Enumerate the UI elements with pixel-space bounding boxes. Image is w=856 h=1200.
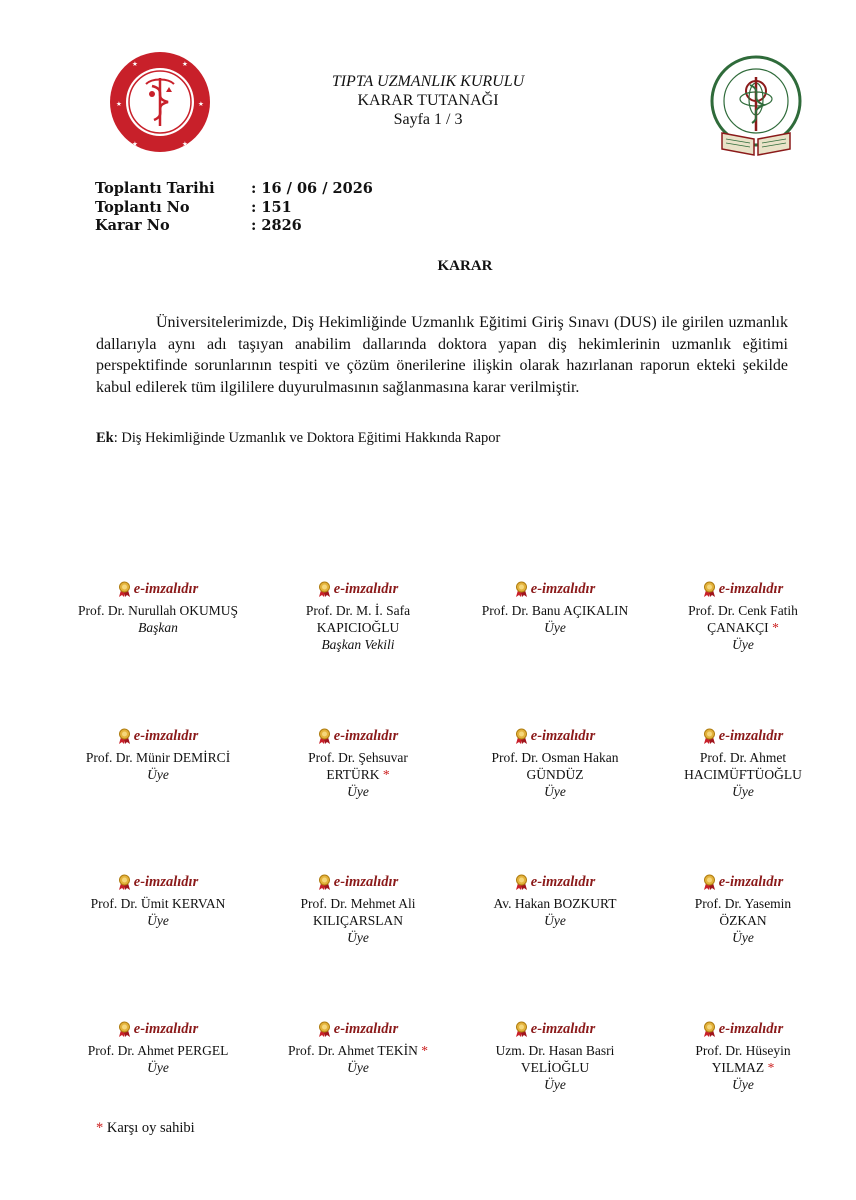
meta-row-date: [95, 180, 373, 199]
signature-block: [648, 727, 838, 800]
signatory-name-line1: Prof. Dr. Nurullah OKUMUŞ: [77, 603, 239, 618]
signatory-role: Üye: [732, 784, 754, 799]
objection-star-icon: *: [421, 1043, 428, 1058]
signatory-role: Üye: [544, 913, 566, 928]
signatory-name-cont: [648, 619, 838, 636]
esign-label: e-imzalıdır: [530, 580, 596, 597]
signatory-name-line1: Prof. Dr. Ahmet TEKİN: [288, 1043, 418, 1058]
esign-badge: [63, 1020, 253, 1038]
signatory-role: Başkan Vekili: [321, 637, 395, 652]
esign-label: e-imzalıdır: [530, 1020, 596, 1037]
esign-label: e-imzalıdır: [530, 727, 596, 744]
esign-badge: [648, 580, 838, 598]
meeting-meta: [95, 180, 373, 236]
signatory-role: Üye: [147, 1060, 169, 1075]
svg-text:★: ★: [116, 100, 122, 108]
signature-block: [460, 1020, 650, 1093]
esign-medal-icon: [118, 728, 131, 745]
signature-block: [63, 580, 253, 636]
esign-label: e-imzalıdır: [133, 873, 199, 890]
signatory-name-cont: [648, 1059, 838, 1076]
objection-note: [96, 1120, 195, 1137]
signatory-name-line1: Prof. Dr. Şehsuvar: [308, 750, 408, 765]
signatory-role: Üye: [544, 620, 566, 635]
signatory-name: [263, 749, 453, 766]
esign-badge: [63, 580, 253, 598]
svg-text:★: ★: [182, 140, 188, 148]
signatory-name-line2: YILMAZ: [711, 1060, 765, 1075]
meta-value: : 151: [251, 198, 292, 216]
signatory-name-line1: Prof. Dr. Yasemin: [694, 896, 792, 911]
svg-text:★: ★: [132, 60, 138, 68]
signatory-name-line1: Av. Hakan BOZKURT: [493, 896, 617, 911]
esign-badge: [648, 873, 838, 891]
esign-medal-icon: [515, 581, 528, 598]
signature-block: [648, 1020, 838, 1093]
objection-star-icon: *: [96, 1120, 104, 1136]
signatory-name: [63, 602, 253, 619]
signatory-name: [648, 749, 838, 766]
esign-medal-icon: [318, 728, 331, 745]
signatory-name: [263, 602, 453, 619]
signatory-name-line1: Uzm. Dr. Hasan Basri: [495, 1043, 615, 1058]
signatory-name-cont: [648, 766, 838, 783]
objection-star-icon: *: [767, 1060, 775, 1075]
esign-badge: [460, 873, 650, 891]
esign-label: e-imzalıdır: [133, 580, 199, 597]
esign-medal-icon: [318, 874, 331, 891]
attachment-label: Ek: [96, 430, 114, 446]
esign-medal-icon: [318, 581, 331, 598]
signatory-name-cont: [263, 619, 453, 636]
signatory-name-line1: Prof. Dr. Ahmet PERGEL: [87, 1043, 229, 1058]
svg-text:★: ★: [132, 140, 138, 148]
signatory-name-line1: Prof. Dr. Ümit KERVAN: [90, 896, 226, 911]
signatory-role: Başkan: [138, 620, 178, 635]
signatory-name: [648, 1042, 838, 1059]
meta-label: Toplantı Tarihi: [95, 180, 215, 197]
esign-badge: [460, 1020, 650, 1038]
signature-block: [63, 727, 253, 783]
signatory-name-line1: Prof. Dr. Cenk Fatih: [688, 603, 798, 618]
esign-medal-icon: [318, 1021, 331, 1038]
esign-badge: [648, 727, 838, 745]
signature-block: [263, 580, 453, 653]
signatory-name: [63, 1042, 253, 1059]
signatory-name-line2: HACIMÜFTÜOĞLU: [684, 767, 802, 782]
signature-block: [263, 727, 453, 800]
esign-label: e-imzalıdır: [333, 727, 399, 744]
signatory-name-cont: [263, 912, 453, 929]
signatory-name-line2: KILIÇARSLAN: [313, 913, 403, 928]
signatory-name: [263, 1042, 453, 1059]
esign-medal-icon: [703, 1021, 716, 1038]
signature-block: [648, 873, 838, 946]
signatory-name: [460, 1042, 650, 1059]
signatory-name: [63, 749, 253, 766]
esign-medal-icon: [515, 1021, 528, 1038]
meta-row-meeting-no: [95, 199, 373, 218]
signatory-role: Üye: [732, 1077, 754, 1092]
esign-label: e-imzalıdır: [718, 873, 784, 890]
esign-badge: [263, 1020, 453, 1038]
signatory-name-cont: [263, 766, 453, 783]
esign-medal-icon: [118, 874, 131, 891]
esign-badge: [63, 727, 253, 745]
svg-text:★: ★: [182, 60, 188, 68]
signatory-role: Üye: [147, 913, 169, 928]
esign-badge: [460, 727, 650, 745]
signatory-role: Üye: [544, 1077, 566, 1092]
signatory-name-line2: GÜNDÜZ: [526, 767, 584, 782]
signatory-name-line2: KAPICIOĞLU: [316, 620, 400, 635]
esign-badge: [263, 580, 453, 598]
signature-block: [460, 873, 650, 929]
section-title: KARAR: [437, 258, 493, 274]
signatory-role: Üye: [732, 930, 754, 945]
signatory-role: Üye: [347, 930, 369, 945]
meta-value: : 2826: [251, 217, 302, 234]
signature-block: [648, 580, 838, 653]
esign-label: e-imzalıdır: [133, 1020, 199, 1037]
esign-badge: [263, 873, 453, 891]
signature-block: [63, 873, 253, 929]
signatory-name-line1: Prof. Dr. Mehmet Ali: [300, 896, 416, 911]
signatory-role: Üye: [147, 767, 169, 782]
esign-medal-icon: [703, 728, 716, 745]
svg-text:★: ★: [198, 100, 204, 108]
signatory-name-line2: ERTÜRK: [326, 767, 380, 782]
signatory-name-line1: Prof. Dr. Ahmet: [699, 750, 787, 765]
esign-label: e-imzalıdır: [718, 580, 784, 597]
esign-label: e-imzalıdır: [333, 873, 399, 890]
esign-label: e-imzalıdır: [718, 727, 784, 744]
signatory-name-line1: Prof. Dr. Osman Hakan: [491, 750, 619, 765]
signature-block: [263, 1020, 453, 1076]
signatory-name-cont: [460, 766, 650, 783]
signatory-name: [63, 895, 253, 912]
signature-block: [63, 1020, 253, 1076]
objection-note-text: Karşı oy sahibi: [106, 1120, 195, 1136]
signatory-name: [460, 749, 650, 766]
signatory-name-line1: Prof. Dr. Hüseyin: [695, 1043, 791, 1058]
esign-medal-icon: [118, 581, 131, 598]
objection-star-icon: *: [772, 620, 779, 635]
objection-star-icon: *: [382, 767, 390, 782]
decision-text: Üniversitelerimizde, Diş Hekimliğinde Uzmanlık Eğitimi Giriş Sınavı (DUS) ile girilen uzmanlık dallarıyla aynı adı taşıyan anabilim dallarında doktora yapan diş hekimlerinin uzmanlık eğitimi perspektifinde sorunlarının tespiti ve çözüm önerilerine ilişkin olarak hazırlanan raporun ekteki şekilde kabul edilerek tüm ilgililere duyurulmasının sağlanmasına karar verilmiştir.: [96, 314, 788, 396]
esign-badge: [63, 873, 253, 891]
signatory-role: Üye: [544, 784, 566, 799]
esign-medal-icon: [515, 728, 528, 745]
signatory-role: Üye: [347, 784, 369, 799]
signatory-name-line2: VELİOĞLU: [520, 1060, 590, 1075]
esign-badge: [460, 580, 650, 598]
document-header: [0, 72, 856, 129]
meta-label: Toplantı No: [95, 198, 190, 216]
signatory-name: [648, 895, 838, 912]
signatory-name-cont: [648, 912, 838, 929]
meta-row-decision-no: [95, 217, 373, 236]
signatory-name-line1: Prof. Dr. Münir DEMİRCİ: [85, 750, 231, 765]
page-indicator: Sayfa 1 / 3: [393, 111, 463, 128]
signatory-name-line1: Prof. Dr. Banu AÇIKALIN: [481, 603, 629, 618]
esign-badge: [648, 1020, 838, 1038]
attachment-text: : Diş Hekimliğinde Uzmanlık ve Doktora Eğitimi Hakkında Rapor: [113, 430, 501, 446]
esign-label: e-imzalıdır: [333, 580, 399, 597]
signatory-name: [460, 602, 650, 619]
signatory-name-cont: [460, 1059, 650, 1076]
signatory-name: [460, 895, 650, 912]
board-title: TIPTA UZMANLIK KURULU: [331, 73, 525, 90]
signatory-name: [648, 602, 838, 619]
signatory-role: Üye: [732, 637, 754, 652]
attachment-line: [96, 430, 500, 447]
signatory-name-line2: ÖZKAN: [719, 913, 767, 928]
signature-block: [460, 580, 650, 636]
esign-label: e-imzalıdır: [718, 1020, 784, 1037]
esign-label: e-imzalıdır: [333, 1020, 399, 1037]
signature-block: [263, 873, 453, 946]
signatory-name-line1: Prof. Dr. M. İ. Safa: [305, 603, 411, 618]
meta-label: Karar No: [95, 217, 170, 234]
esign-badge: [263, 727, 453, 745]
document-type: KARAR TUTANAĞI: [357, 92, 499, 109]
signatory-name-line2: ÇANAKÇI: [707, 620, 769, 635]
esign-medal-icon: [703, 874, 716, 891]
signatory-role: Üye: [347, 1060, 369, 1075]
meta-value: : 16 / 06 / 2026: [251, 180, 373, 197]
esign-label: e-imzalıdır: [530, 873, 596, 890]
signature-block: [460, 727, 650, 800]
esign-label: e-imzalıdır: [133, 727, 199, 744]
signatory-name: [263, 895, 453, 912]
esign-medal-icon: [515, 874, 528, 891]
esign-medal-icon: [703, 581, 716, 598]
esign-medal-icon: [118, 1021, 131, 1038]
